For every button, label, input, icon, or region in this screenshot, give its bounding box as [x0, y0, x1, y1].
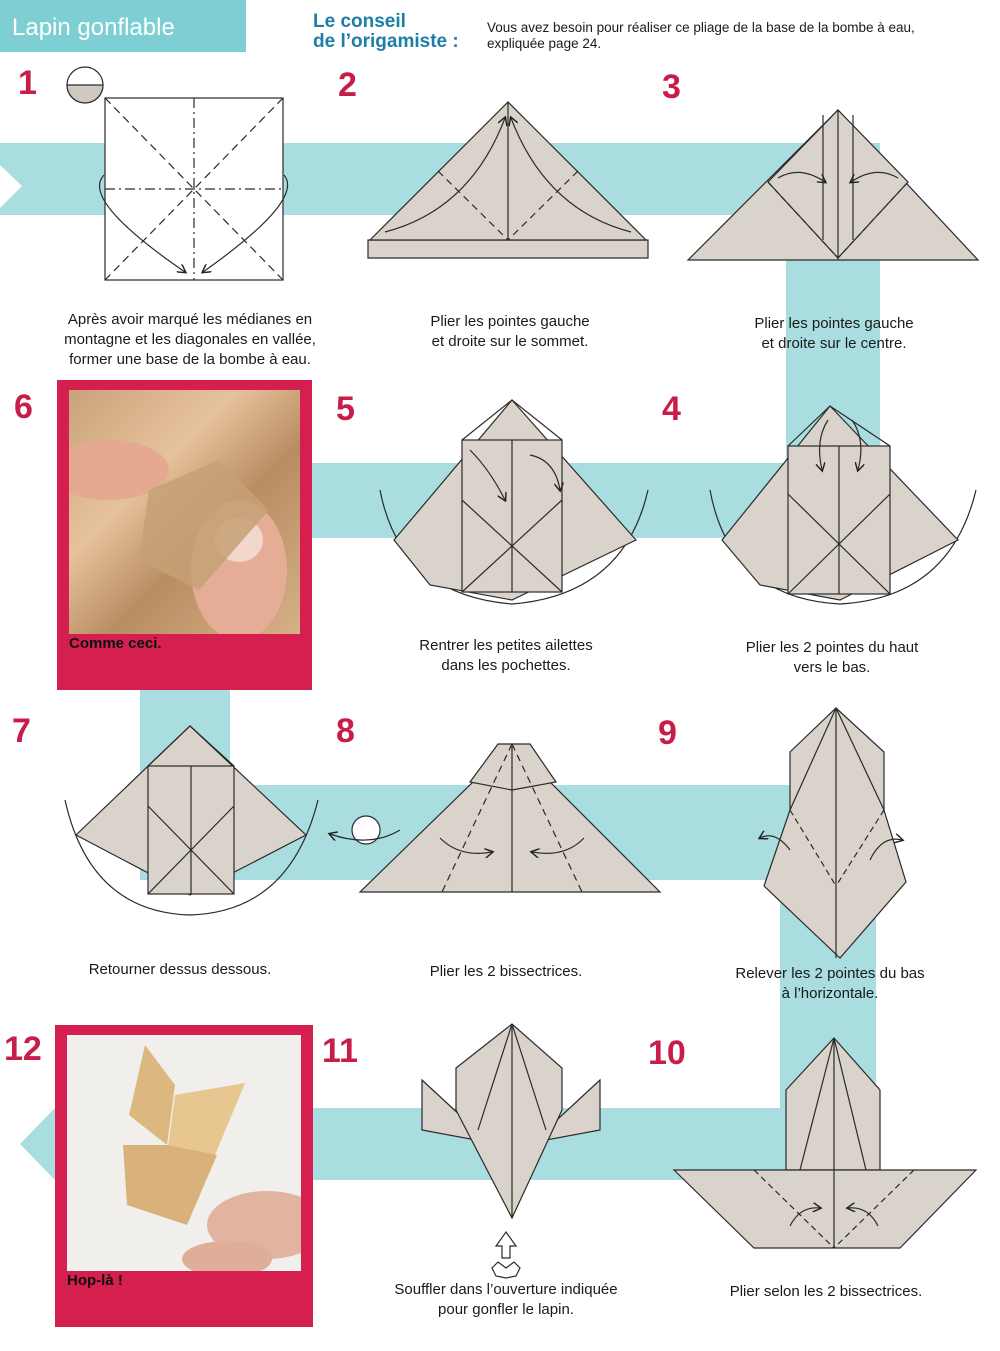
step-number-11: 11	[322, 1032, 358, 1070]
diagram-step-3	[688, 110, 978, 260]
caption-line: montagne et les diagonales en vallée,	[64, 331, 316, 348]
tip-heading-line2: de l’origamiste :	[313, 31, 459, 52]
caption-line: Après avoir marqué les médianes en	[67, 311, 313, 328]
diagram-step-1	[100, 98, 288, 280]
caption-step-4	[702, 638, 962, 678]
photo-step-12	[55, 1025, 313, 1327]
photo-step-6	[57, 380, 312, 690]
caption-line: Relever les 2 pointes du bas	[735, 965, 925, 982]
diagram-step-9	[760, 708, 906, 958]
caption-line: former une base de la bombe à eau.	[69, 351, 311, 368]
step-number-7: 7	[12, 712, 31, 750]
caption-step-8	[376, 962, 636, 982]
rabbit-illustration	[67, 1035, 301, 1271]
caption-step-5	[376, 636, 636, 676]
diagram-step-11	[422, 1024, 600, 1218]
caption-step-3	[704, 314, 964, 354]
step-number-10: 10	[648, 1034, 686, 1072]
caption-line: Retourner dessus dessous.	[88, 961, 272, 978]
caption-step-7	[50, 960, 310, 980]
fingers-illustration	[69, 390, 300, 634]
tip-body-line1: Vous avez besoin pour réaliser ce pliage de la base de la bombe à eau,	[487, 20, 915, 35]
page-title: Lapin gonflable	[0, 0, 246, 52]
blow-arrow-11	[492, 1232, 520, 1278]
step-number-3: 3	[662, 68, 681, 106]
step-number-8: 8	[336, 712, 355, 750]
caption-line: Plier les pointes gauche	[754, 315, 914, 332]
caption-step-10	[696, 1282, 956, 1302]
step-number-9: 9	[658, 714, 677, 752]
caption-line: Souffler dans l’ouverture indiquée	[394, 1281, 618, 1298]
photo-image-6	[69, 390, 300, 634]
caption-line: Plier les pointes gauche	[430, 313, 590, 330]
caption-line: dans les pochettes.	[441, 657, 571, 674]
caption-line: et droite sur le centre.	[761, 335, 907, 352]
caption-step-9	[700, 964, 960, 1004]
caption-line: vers le bas.	[793, 659, 871, 676]
turn-over-arrow-8	[330, 816, 400, 844]
step-number-2: 2	[338, 66, 357, 104]
caption-step-11	[366, 1280, 646, 1320]
diagram-step-2	[368, 102, 648, 258]
caption-line: Plier selon les 2 bissectrices.	[729, 1283, 923, 1300]
turn-over-symbol-1	[67, 67, 103, 103]
caption-line: et droite sur le sommet.	[431, 333, 589, 350]
step-number-4: 4	[662, 390, 681, 428]
diagram-step-7	[65, 726, 318, 915]
caption-line: Rentrer les petites ailettes	[419, 637, 593, 654]
caption-line: pour gonfler le lapin.	[438, 1301, 574, 1318]
photo-caption-6: Comme ceci.	[69, 635, 162, 652]
photo-caption-12: Hop-là !	[67, 1272, 123, 1289]
tip-heading-line1: Le conseil	[313, 11, 406, 32]
step-number-6: 6	[14, 388, 33, 426]
caption-step-2	[380, 312, 640, 352]
step-number-5: 5	[336, 390, 355, 428]
caption-step-1	[40, 310, 340, 370]
tip-body-line2: expliquée page 24.	[487, 36, 602, 51]
diagram-step-5	[380, 400, 648, 604]
diagram-step-10	[674, 1038, 976, 1248]
diagram-step-4	[710, 406, 976, 604]
step-number-12: 12	[4, 1030, 42, 1068]
step-number-1: 1	[18, 64, 37, 102]
diagram-step-8	[360, 744, 660, 892]
photo-image-12	[67, 1035, 301, 1271]
caption-line: Plier les 2 pointes du haut	[745, 639, 919, 656]
caption-line: à l’horizontale.	[781, 985, 879, 1002]
caption-line: Plier les 2 bissectrices.	[429, 963, 583, 980]
